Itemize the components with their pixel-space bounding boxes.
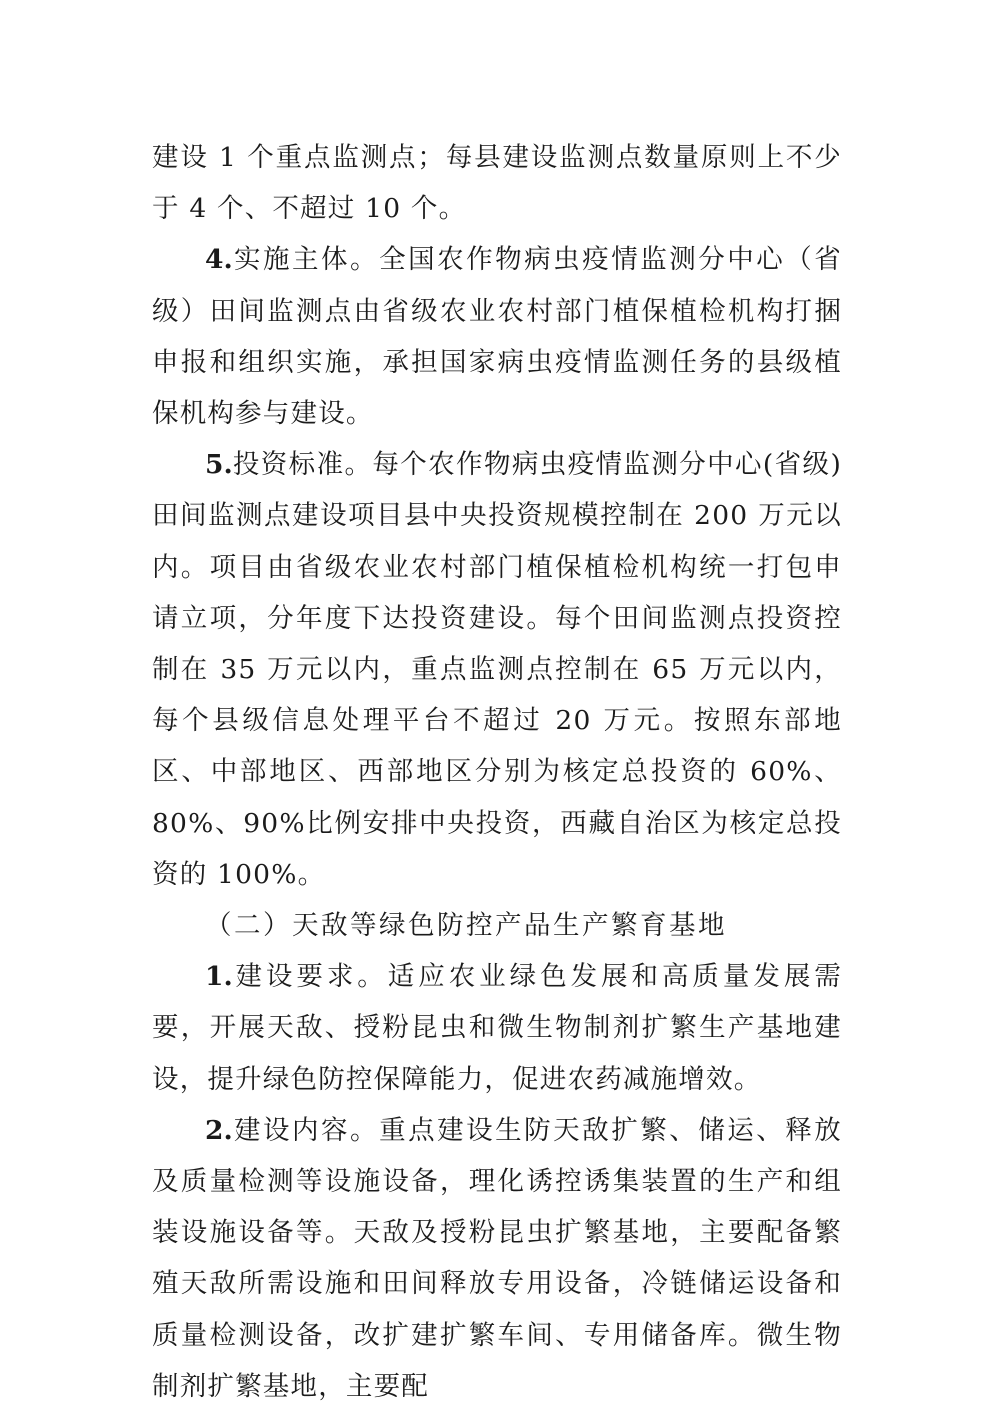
section-heading [152, 900, 842, 951]
paragraph-construction-requirements [152, 951, 842, 1105]
paragraph-number: 1. [205, 961, 233, 993]
paragraph-text: 建设要求。适应农业绿色发展和高质量发展需要，开展天敌、授粉昆虫和微生物制剂扩繁生产基地建设，提升绿色防控保障能力，促进农药减施增效。 [152, 961, 842, 1095]
paragraph-text: 投资标准。每个农作物病虫疫情监测分中心(省级)田间监测点建设项目县中央投资规模控制在 200 万元以内。项目由省级农业农村部门植保植检机构统一打包申请立项，分年度下达投资建设。每个田间监测点投资控制在 35 万元以内，重点监测点控制在 65 万元以内，每个县级信息处理平台不超过 20 万元。按照东部地区、中部地区、西部地区分别为核定总投资的 60%、80%、90%比例安排中央投资，西藏自治区为核定总投资的 100%。 [152, 449, 842, 890]
paragraph-number: 5. [205, 449, 233, 481]
document-body [152, 132, 842, 1412]
paragraph-text: 建设内容。重点建设生防天敌扩繁、储运、释放及质量检测等设施设备，理化诱控诱集装置的生产和组装设施设备等。天敌及授粉昆虫扩繁基地，主要配备繁殖天敌所需设施和田间释放专用设备，冷链储运设备和质量检测设备，改扩建扩繁车间、专用储备库。微生物制剂扩繁基地，主要配 [152, 1114, 842, 1402]
paragraph-construction-content [152, 1105, 842, 1412]
paragraph-investment-standard [152, 439, 842, 900]
paragraph-implementing-entity [152, 234, 842, 439]
paragraph-number: 4. [205, 244, 233, 276]
section-heading-text: （二）天敌等绿色防控产品生产繁育基地 [205, 910, 727, 942]
paragraph-continuation [152, 132, 842, 234]
paragraph-text: 实施主体。全国农作物病虫疫情监测分中心（省级）田间监测点由省级农业农村部门植保植检机构打捆申报和组织实施，承担国家病虫疫情监测任务的县级植保机构参与建设。 [152, 244, 842, 430]
paragraph-text: 建设 1 个重点监测点；每县建设监测点数量原则上不少于 4 个、不超过 10 个。 [152, 142, 842, 225]
paragraph-number: 2. [205, 1114, 233, 1146]
